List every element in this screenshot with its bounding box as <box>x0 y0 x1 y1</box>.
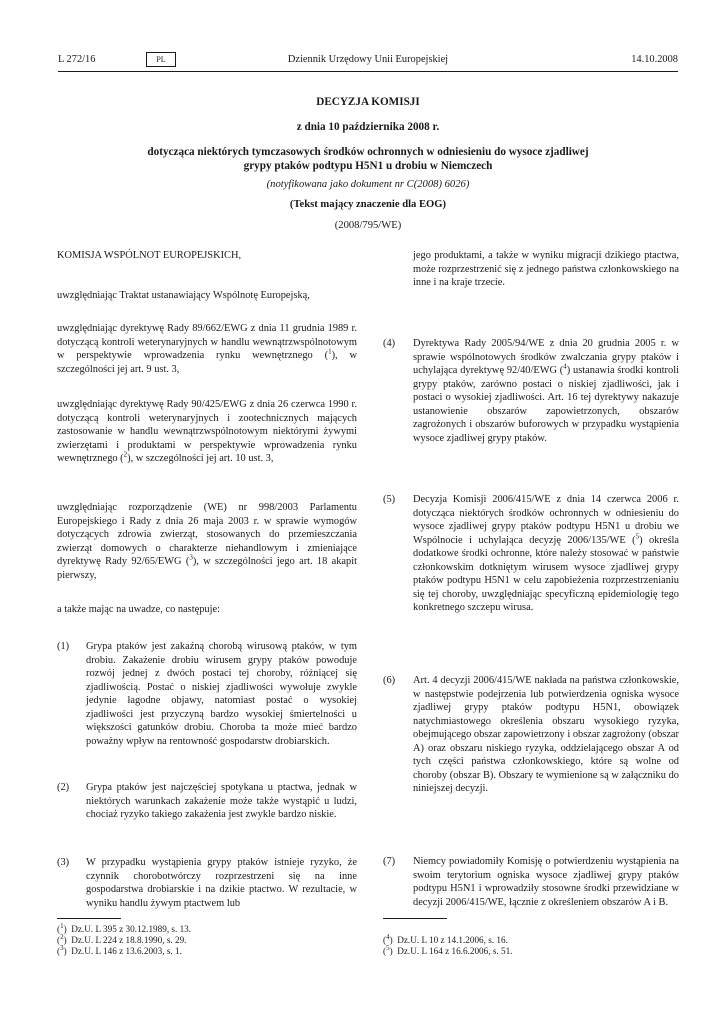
footnotes-left <box>57 921 192 957</box>
recital-5: (5) Decyzja Komisji 2006/415/WE z dnia 14 czerwca 2006 r. dotycząca niektórych środków ochronnych w odniesieniu do wysoce zjadliwej grypy ptaków podtypu H5N1 u drobiu we Wspólnocie i uchylająca decyzję 2006/135/WE ($^5$) określa dodatkowe środki ochronne, które należy stosować w państwie członkowskim dotkniętym wirusem wysoce zjadliwej grypy ptaków podtypu H5N1 w celu zapobieżenia rozprzestrzenianiu się tej choroby, uwzględniając specyficzną epidemiologię tego konkretnego szczepu wirusa. <box>383 494 679 613</box>
recital-3-continued: jego produktami, a także w wyniku migracji dzikiego ptactwa, może rozprzestrzenić się z jednego państwa członkowskiego na inne i na kraje trzecie. <box>413 250 679 288</box>
document-subject <box>58 145 678 173</box>
preamble-commission: KOMISJA WSPÓLNOT EUROPEJSKICH, <box>57 250 242 261</box>
recital-number: (6) <box>383 675 396 686</box>
footnote-ref: 3 <box>189 553 193 562</box>
eea-relevance: (Tekst mający znaczenie dla EOG) <box>289 199 447 210</box>
title-block <box>58 95 678 233</box>
recital-number: (3) <box>57 857 70 868</box>
footnote: ($^3$) Dz.U. L 146 z 13.6.2003, s. 1. <box>57 943 182 956</box>
recital-2: (2) Grypa ptaków jest najczęściej spotykana u ptactwa, jednak w niektórych warunkach zakażenie może także wystąpić u ludzi, chociaż ryzyko takiego zakażenia jest zwykle bardzo niskie. <box>57 782 357 820</box>
footnote: ($^5$) Dz.U. L 164 z 16.6.2006, s. 51. <box>383 943 513 956</box>
recital-3: (3) W przypadku wystąpienia grypy ptaków istnieje ryzyko, że czynnik chorobotwórczy rozprzestrzeni się na inne gospodarstwa drobiarskie i na dzikie ptactwo. W rezultacie, w wyniku handlu żywym ptactwem lub <box>57 857 357 909</box>
journal-title: Dziennik Urzędowy Unii Europejskiej <box>287 53 449 65</box>
document-type: DECYZJA KOMISJI <box>316 96 420 108</box>
footnote-ref: 1 <box>328 347 332 356</box>
notification-note: (notyfikowana jako dokument nr C(2008) 6026) <box>266 179 470 190</box>
citation-treaty: uwzględniając Traktat ustanawiający Wspólnotę Europejską, <box>57 290 310 301</box>
recital-4: (4) Dyrektywa Rady 2005/94/WE z dnia 20 grudnia 2005 r. w sprawie wspólnotowych środków zwalczania grypy ptaków i uchylająca dyrektywę 92/40/EWG ($^4$) ustanawia środki kontroli grypy ptaków, zarówno postaci o niskiej zjadliwości, jak i postaci o wysokiej zjadliwości. Art. 16 tej dyrektywy nakazuje ustanowienie obszarów zapowietrzonych, obszarów zagrożonych i obszarów buforowych w przypadku wystąpienia wysoce zjadliwej grypy ptaków. <box>383 338 679 444</box>
recital-number: (1) <box>57 641 70 652</box>
footnote-ref: 4 <box>563 362 567 371</box>
citation-directive-90-425: uwzględniając dyrektywę Rady 90/425/EWG z dnia 26 czerwca 1990 r. dotyczącą kontroli weterynaryjnych i zootechnicznych mających zastosowanie w handlu wewnątrzwspólnotowym niektórymi żywymi zwierzętami i produktami w perspektywie wprowadzenia rynku wewnętrznego ($^2$), w szczególności jej art. 10 ust. 3, <box>57 399 357 464</box>
footnote: ($^4$) Dz.U. L 10 z 14.1.2006, s. 16. <box>383 932 508 945</box>
document-subject-line-1: dotycząca niektórych tymczasowych środków ochronnych w odniesieniu do wysoce zjadliwej <box>147 146 589 158</box>
footnote-rule-left <box>57 918 121 919</box>
document-date: z dnia 10 października 2008 r. <box>296 121 440 133</box>
footnote-rule-right <box>383 918 447 919</box>
document-number: (2008/795/WE) <box>334 220 402 231</box>
running-header <box>58 49 678 69</box>
citation-directive-89-662: uwzględniając dyrektywę Rady 89/662/EWG z dnia 11 grudnia 1989 r. dotyczącą kontroli weterynaryjnych w handlu wewnątrzwspólnotowym w perspektywie wprowadzenia rynku wewnętrznego ($^1$), w szczególności jej art. 9 ust. 3, <box>57 323 357 375</box>
publication-date: 14.10.2008 <box>631 53 678 65</box>
footnote-ref: 5 <box>635 532 640 541</box>
recital-6: (6) Art. 4 decyzji 2006/415/WE nakłada na państwa członkowskie, w następstwie podejrzenia lub potwierdzenia ogniska wysoce zjadliwej grypy ptaków podtypu H5N1, obowiązek natychmiastowego określenia obszaru wysokiego ryzyka, obejmującego obszar zapowietrzony i obszar zagrożony (obszar A) oraz obszaru niskiego ryzyka, oddzielającego obszar A od tych części państwa członkowskiego, które są wolne od choroby (obszar B). Obszary te wymienione są w załączniku do niniejszej decyzji. <box>383 675 680 794</box>
footnotes-right <box>383 932 513 957</box>
page-reference: L 272/16 <box>58 53 96 65</box>
recital-number: (2) <box>57 782 70 793</box>
footnote: ($^1$) Dz.U. L 395 z 30.12.1989, s. 13. <box>57 921 192 934</box>
recital-1: (1) Grypa ptaków jest zakaźną chorobą wirusową ptaków, w tym drobiu. Zakażenie drobiu wirusem grypy ptaków powoduje rozwój jednej z dwóch postaci tej choroby, różniącej się zjadliwością. Postać o niskiej zjadliwości wywołuje zwykle jedynie łagodne objawy, natomiast postać o wysokiej zjadliwości jest przyczyną bardzo wysokiej śmiertelności u większości gatunków drobiu. Choroba ta może mieć bardzo poważny wpływ na rentowność gospodarstw drobiarskich. <box>57 641 357 747</box>
recital-number: (5) <box>383 494 396 505</box>
whereas-intro: a także mając na uwadze, co następuje: <box>57 604 220 615</box>
recital-number: (4) <box>383 338 396 349</box>
citation-regulation-998-2003: uwzględniając rozporządzenie (WE) nr 998/2003 Parlamentu Europejskiego i Rady z dnia 26 maja 2003 r. w sprawie wymogów dotyczących zdrowia zwierząt, stosowanych do przemieszczania zwierząt domowych o charakterze niehandlowym i zmieniające dyrektywę Rady 92/65/EWG ($^3$), w szczególności jego art. 18 akapit pierwszy, <box>57 502 357 581</box>
recital-7: (7) Niemcy powiadomiły Komisję o potwierdzeniu wystąpienia na swoim terytorium ogniska wysoce zjadliwej grypy ptaków podtypu H5N1 i wprowadziły stosowne środki przewidziane w decyzji 2006/415/WE, łącznie z określeniem obszarów A i B. <box>383 856 679 908</box>
footnote-ref: 2 <box>123 450 128 459</box>
language-badge: PL <box>146 52 176 67</box>
footnote: ($^2$) Dz.U. L 224 z 18.8.1990, s. 29. <box>57 932 187 945</box>
document-subject-line-2: grypy ptaków podtypu H5N1 u drobiu w Niemczech <box>243 160 493 172</box>
recital-number: (7) <box>383 856 396 867</box>
header-rule <box>58 71 678 72</box>
